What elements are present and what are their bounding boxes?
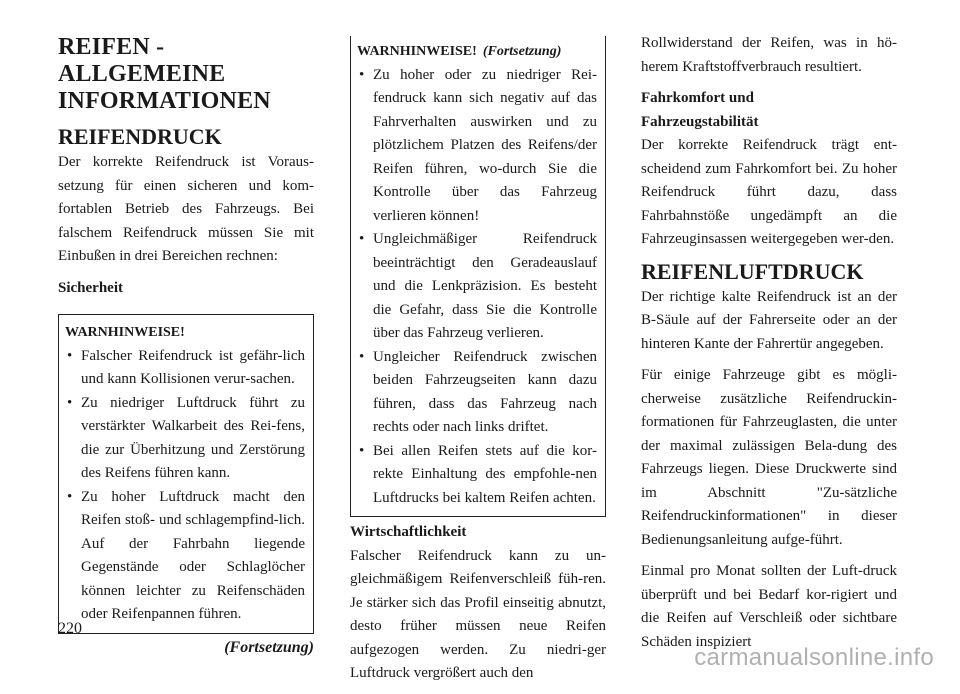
paragraph-zusaetzliche-info: Für einige Fahrzeuge gibt es mögli-cherweise zusätzliche Reifendruckin-formationen für Fahrzeuglasten, die unter der maximal zulässigen Bela-dung des Fahrzeugs liegen. Diese Druckwerte sind im Abschnitt "Zu-sätzliche Reifendruckinformationen" in dieser Bedienungsanleitung aufge-führt.: [641, 367, 897, 548]
subheading-line-2: Fahrzeugstabilität: [641, 113, 759, 130]
subheading-line-1: Fahrkomfort und: [641, 90, 754, 106]
watermark: carmanualsonline.info: [694, 644, 934, 671]
warning-item: • Ungleicher Reifendruck zwischen beiden Fahrzeugseiten kann dazu führen, dass das Fahrzeug nach rechts oder nach links driftet.: [357, 346, 597, 440]
paragraph-monatliche-pruefung: Einmal pro Monat sollten der Luft-druck überprüft und bei Bedarf kor-rigiert und die Reifen auf Verschleiß oder sichtbare Schäden inspiziert: [641, 563, 897, 650]
section-title-line-2: INFORMATIONEN: [58, 88, 271, 114]
warning-item: • Zu hoher oder zu niedriger Rei-fendruck kann sich negativ auf das Fahrverhalten auswirken und zu plötzlichem Platzen des Reifens/der Reifen führen, wo-durch Sie die Kontrolle über das Fahrzeug verlieren können!: [357, 64, 597, 229]
warning-list: [357, 64, 597, 511]
subheading-fahrkomfort: [641, 87, 897, 134]
page-number: 220: [58, 620, 82, 637]
subheading-sicherheit: Sicherheit: [58, 279, 123, 296]
section-title: [58, 34, 314, 115]
paragraph-wirtschaftlichkeit: Falscher Reifendruck kann zu un-gleichmäßigem Reifenverschleiß füh-ren. Je stärker sich das Profil einseitig abnutzt, desto früher müssen neue Reifen aufgezogen werden. Zu niedri-ger Luftdruck vergrößert auch den: [350, 547, 606, 681]
paragraph-fahrkomfort: Der korrekte Reifendruck trägt ent-scheidend zum Fahrkomfort bei. Zu hoher Reifendruck führt dazu, dass Fahrbahnstöße ungedämpft an die Fahrzeuginsassen weitergegeben wer-den.: [641, 137, 897, 247]
warning-title: WARNHINWEISE!: [357, 44, 477, 59]
paragraph-rollwiderstand: Rollwiderstand der Reifen, was in hö-herem Kraftstoffverbrauch resultiert.: [641, 35, 897, 75]
warning-item: • Bei allen Reifen stets auf die kor-rekte Einhaltung des empfohle-nen Luftdrucks bei kaltem Reifen achten.: [357, 440, 597, 511]
warning-item: • Falscher Reifendruck ist gefähr-lich und kann Kollisionen verur-sachen.: [65, 345, 305, 392]
warning-item: • Zu niedriger Luftdruck führt zu verstärkter Walkarbeit des Rei-fens, die zur Überhitzung und Zerstörung des Reifens führen kann.: [65, 392, 305, 486]
section-title-line-1: REIFEN - ALLGEMEINE: [58, 34, 226, 87]
warning-list: [65, 345, 305, 627]
column-2: [350, 36, 606, 694]
intro-paragraph: Der korrekte Reifendruck ist Voraus-setzung für einen sicheren und kom-fortablen Betrieb des Fahrzeugs. Bei falschem Reifendruck müssen Sie mit Einbußen in drei Bereichen rechnen:: [58, 154, 314, 264]
warning-continued-label: (Fortsetzung): [482, 44, 562, 59]
warning-box: [58, 314, 314, 634]
warning-box-continued: [350, 36, 606, 517]
heading-reifendruck: REIFENDRUCK: [58, 124, 222, 149]
subheading-wirtschaftlichkeit: Wirtschaftlichkeit: [350, 524, 467, 540]
column-3: [641, 32, 897, 662]
warning-item: • Zu hoher Luftdruck macht den Reifen stoß- und schlagempfind-lich. Auf der Fahrbahn liegende Gegenstände oder Schlaglöcher können leichter zu Reifenschäden oder Reifenpannen führen.: [65, 486, 305, 627]
heading-reifenluftdruck: REIFENLUFTDRUCK: [641, 258, 864, 284]
paragraph-kalter-reifendruck: Der richtige kalte Reifendruck ist an der B-Säule auf der Fahrerseite oder an der hinteren Kante der Fahrertür angegeben.: [641, 288, 897, 352]
continued-label: (Fortsetzung): [224, 638, 314, 656]
column-1: [58, 34, 314, 659]
warning-item: • Ungleichmäßiger Reifendruck beeinträchtigt den Geradeauslauf und die Lenkpräzision. Es besteht die Gefahr, dass Sie die Kontrolle über das Fahrzeug verlieren.: [357, 228, 597, 346]
warning-title: WARNHINWEISE!: [65, 325, 185, 340]
warning-title-continued: [357, 40, 597, 64]
